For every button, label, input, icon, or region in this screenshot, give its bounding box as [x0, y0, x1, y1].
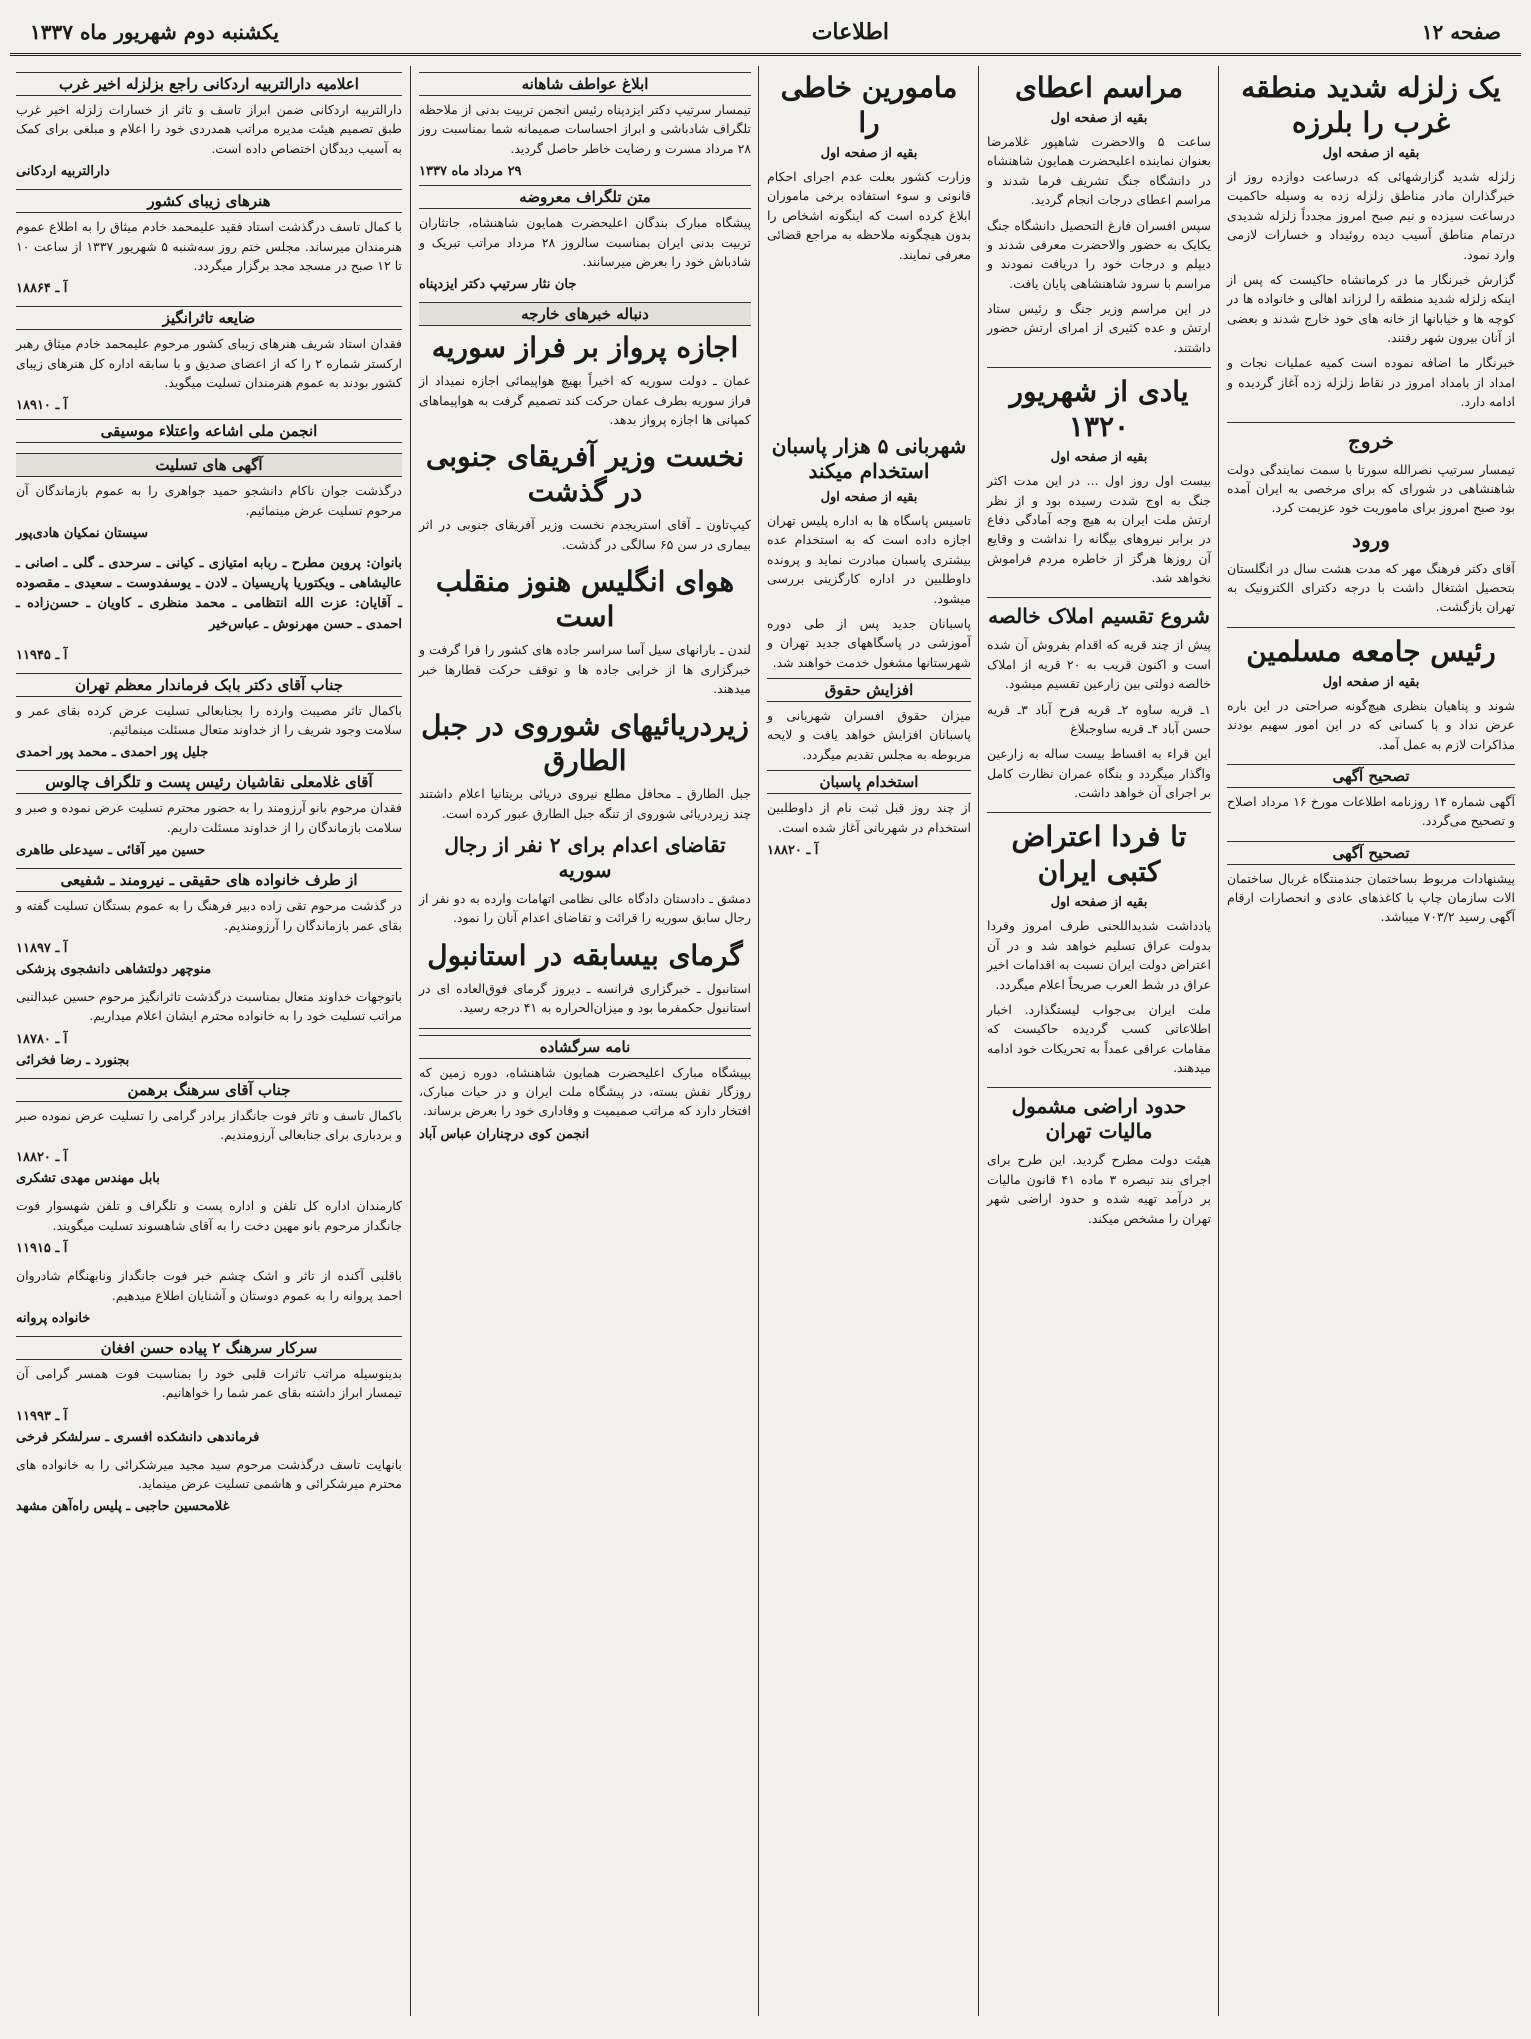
- open-letter: [419, 1035, 751, 1142]
- column-rule: [758, 66, 759, 2016]
- notice-body: فقدان استاد شریف هنرهای زیبای کشور مرحوم علیمحمد خادم میثاق رهبر ارکستر شماره ۲ را که از اعضای صدیق و با سابقه اداره کل هنرهای زیبای کشور بودند به عموم هنرمندان تسلیت میگوید.: [16, 336, 403, 390]
- article-khaleseh: [987, 604, 1211, 802]
- notice-signature: دارالتربیه اردکانی: [16, 164, 110, 180]
- article-body: میزان حقوق افسران شهربانی و پاسبانان افزایش خواهد یافت و لایحه مربوطه به مجلس تقدیم میگردد.: [767, 708, 971, 762]
- notice-body: بدینوسیله مراتب تاثرات قلبی خود را بمناسبت فوت همسر گرامی آن تیمسار ابراز داشته بقای عمر شما را خواهانیم.: [16, 1365, 402, 1401]
- divider: [987, 367, 1211, 368]
- headline: هوای انگلیس هنوز منقلب است: [435, 565, 735, 634]
- notice-heading: انجمن ملی اشاعه واعتلاء موسیقی: [16, 419, 402, 443]
- section-heading: دنباله خبرهای خارجه: [419, 302, 751, 326]
- sub-heading: استخدام پاسبان: [767, 770, 971, 794]
- article-body: زلزله شدید گزارشهائی که درساعت دوازده روز از خبرگذاران مادر مناطق زلزله زده به وسیله حاکمیت درساعت سیزده و نیم صبح امروز مجدداً زلزله شدیدی درتمام مناطق آسیب دیده روئیداد و خسارات لازمی وارد نمود.: [1227, 169, 1515, 262]
- article-body: این قراء به اقساط بیست ساله به زارعین واگذار میگردد و بنگاه عمران نظارت کامل بر اجرای آن خواهد داشت.: [987, 746, 1211, 800]
- names-list: بانوان: پروین مطرح ـ ربابه امتیازی ـ کیانی ـ سرحدی ـ گلی ـ اصانی ـ عالیشاهی ـ ویکتوریا پاریسیان ـ لادن ـ یوسفدوست ـ سعیدی ـ مقصوده ـ آقایان: عزت الله انتظامی ـ محمد منظری ـ کاویان ـ حسن‌زاده ـ احمدی ـ حسن مهرنوش ـ عباس‌خیر: [16, 556, 402, 632]
- article-tax: [987, 1094, 1211, 1228]
- newspaper-page: [10, 10, 1521, 2019]
- headline: یک زلزله شدید منطقه غرب را بلرزه: [1241, 71, 1501, 139]
- headline: رئیس جامعه مسلمین: [1246, 634, 1496, 668]
- article-body: در این مراسم وزیر جنگ و رئیس ستاد ارتش و عده کثیری از امرای ارتش حضور داشتند.: [987, 301, 1211, 355]
- ad-code: آ ـ ۱۸۸۲۰: [767, 842, 819, 858]
- article-iran-protest: [987, 819, 1211, 1077]
- continued-note: بقیه از صفحه اول: [1050, 450, 1148, 466]
- ad-code: آ ـ ۱۱۸۹۷: [16, 940, 68, 956]
- notice-body: باکمال تاسف و تاثر فوت جانگداز برادر گرامی را تسلیت عرض نموده صبر و بردباری برای جنابعالی آرزومندیم.: [16, 1107, 402, 1143]
- correction-notice: [1227, 841, 1515, 927]
- column-rule: [1218, 66, 1219, 2016]
- ad-code: آ ـ ۱۱۹۴۵: [16, 647, 68, 663]
- notice-heading: تصحیح آگهی: [1227, 841, 1515, 865]
- article-heat: [419, 938, 751, 1018]
- ad-code: آ ـ ۱۸۹۱۰: [16, 398, 68, 414]
- headline: مامورین خاطی را: [780, 71, 958, 139]
- article-body: خبرنگار ما اضافه نموده است کمیه عملیات نجات و امداد از بامداد امروز در نقاط زلزله زده آغاز گردیده و ادامه دارد.: [1227, 355, 1515, 410]
- notice-signature: فرماندهی دانشکده افسری ـ سرلشکر فرخی: [16, 1429, 260, 1445]
- article-body: استانبول ـ خبرگزاری فرانسه ـ دیروز گرمای فوق‌العاده ای در استانبول حکمفرما بود و میزان‌الحراره به ۴۱ درجه رسید.: [419, 980, 751, 1016]
- notice-body: بپیشگاه مبارک اعلیحضرت همایون شاهنشاه، دوره زمین که روزگار نقش بسته، در پیشگاه ملت ایران و در حیات مبارک، افتخار دارد که مراتب صمیمیت و وفاداری خود را بعرض برساند.: [419, 1064, 751, 1119]
- ad-code: آ ـ ۱۸۸۶۴: [16, 281, 68, 297]
- ad-code: آ ـ ۱۸۷۸۰: [16, 1031, 68, 1047]
- article-exit: [1227, 429, 1515, 518]
- continued-note: بقیه از صفحه اول: [1322, 146, 1420, 161]
- article-body: وزارت کشور بعلت عدم اجرای احکام قانونی و سوء استفاده برخی ماموران ابلاغ کرده است که اینگونه اشخاص را بدون هیچگونه ملاحظه به مراجع قضائی معرفی نمایند.: [767, 169, 971, 262]
- notice-fine-arts-2: [16, 306, 402, 443]
- divider: [987, 597, 1211, 598]
- notice-martyr: [16, 987, 402, 1068]
- divider: [1227, 422, 1515, 423]
- sub-heading: افزایش حقوق: [767, 678, 971, 702]
- continued-note: بقیه از صفحه اول: [1322, 674, 1420, 690]
- notice-telephone: [16, 1196, 402, 1256]
- article-body: لندن ـ بارانهای سیل آسا سراسر جاده های کشور را فرا گرفت و خبرگزاری ها از خرابی جاده ها و توقف حرکت قطارها خبر میدهند.: [419, 642, 751, 696]
- headline: ورود: [1352, 527, 1390, 552]
- article-body: عمان ـ دولت سوریه که اخیراً بهیچ هواپیمائی اجازه نمیداد از فراز سوریه بطرف عمان حرکت کند تصمیم گرفت به هواپیماهای کمپانی ها اجازه پرواز بدهد.: [419, 373, 751, 427]
- notice-body: دارالتربیه اردکانی ضمن ابراز تاسف و تاثر از خسارات زلزله اخیر غرب طبق تصمیم هیئت مدیره مراتب همدردی خود را اعلام و مبلغی برای کمک به آسیب دیدگان اختصاص داده است.: [16, 102, 402, 156]
- article-subs: [419, 708, 751, 823]
- ad-code: آ ـ ۱۱۹۹۳: [16, 1408, 68, 1424]
- article-body: جبل الطارق ـ محافل مطلع نیروی دریائی بریتانیا اعلام داشتند چند زیردریائی شوروی از تنگه جبل الطارق عبور کرده است.: [419, 786, 751, 821]
- article-body: آقای دکتر فرهنگ مهر که مدت هشت سال در انگلستان بتحصیل اشتغال داشت با درجه دکترای الکترونیک به تهران بازگشت.: [1227, 560, 1515, 615]
- article-arrive: [1227, 528, 1515, 617]
- article-body: تاسیس پاسگاه ها به اداره پلیس تهران اجازه داده است که به استخدام عده بیشتری پاسبان مبادرت نماید و پرونده داوطلبین در اداره کارگزینی بررسی میشود.: [767, 513, 971, 606]
- column-1: [1221, 66, 1521, 2016]
- notice-heading: نامه سرگشاده: [419, 1035, 751, 1059]
- notice-body: کارمندان اداره کل تلفن و اداره پست و تلگراف و تلفن شهسوار فوت جانگداز مرحوم بانو مهین دخت را به آقای شاهسوند تسلیت میگویند.: [16, 1198, 402, 1233]
- notice-heading: ضایعه تاثرانگیز: [16, 306, 402, 330]
- headline: زیردریائیهای شوروی در جبل الطارق: [421, 709, 749, 778]
- article-memory: [987, 374, 1211, 587]
- article-body: هیئت دولت مطرح گردید. این طرح برای اجرای بند تبصره ۳ ماده ۴۱ قانون مالیات بر درآمد تهیه شده و حدود اراضی شهر تهران را مشخص میکند.: [987, 1152, 1211, 1226]
- notice-date: ۲۹ مرداد ماه ۱۳۳۷: [419, 164, 522, 180]
- headline: تا فردا اعتراض کتبی ایران: [1011, 820, 1187, 889]
- notice-officer: [16, 1336, 402, 1445]
- divider: [1227, 627, 1515, 628]
- notice-heading: آگهی های تسلیت: [16, 453, 402, 477]
- article-body: پاسبانان جدید پس از طی دوره آموزشی در پاسگاههای جدید تهران و شهرستانها مشغول خدمت خواهند شد.: [767, 615, 971, 670]
- notice-heading: از طرف خانواده های حقیقی ـ نیرومند ـ شفیعی: [16, 868, 402, 892]
- article-body: تیمسار سرتیپ نصرالله سورتا با سمت نمایندگی دولت شاهنشاهی در شورای که برای مرخصی به ایران آمده بود صبح امروز برای ماموریت خود عزیمت کرد.: [1227, 461, 1515, 516]
- notice-orphanage: [16, 72, 402, 179]
- article-flight: [419, 330, 751, 429]
- notice-heading: تصحیح آگهی: [1227, 764, 1515, 788]
- notice-body: پیشگاه مبارک بندگان اعلیحضرت همایون شاهنشاه، جانثاران تربیت بدنی ایران بمناسبت سالروز ۲۸ مرداد مراتب تبریک و شادباش خود را بعرض میرسانند.: [419, 215, 751, 269]
- headline: حدود اراضی مشمول مالیات تهران: [1011, 1094, 1187, 1144]
- notice-body: با کمال تاسف درگذشت استاد فقید علیمحمد خادم میثاق را به اطلاع عموم هنرمندان میرساند. مجلس ختم روز سه‌شنبه ۵ شهریور ۱۳۳۷ از ساعت ۱۰ تا ۱۲ صبح در مسجد مجد برگزار میگردد.: [16, 219, 402, 273]
- notice-signature: حسین میر آقائی ـ سیدعلی طاهری: [16, 843, 206, 859]
- notice-signature: جلیل پور احمدی ـ محمد پور احمدی: [16, 745, 209, 761]
- notice-body: باکمال تاثر مصیبت وارده را بجنابعالی تسلیت عرض کرده بقای عمر و سلامت وجود شریف را از خداوند متعال مسئلت مینمائیم.: [16, 702, 402, 738]
- notice-heading: متن تلگراف معروضه: [419, 185, 751, 209]
- notice-last: [16, 1455, 402, 1515]
- notice-heading: اعلامیه دارالتربیه اردکانی راجع بزلزله اخیر غرب: [16, 72, 402, 96]
- notice-signature: بجنورد ـ رضا فخرائی: [16, 1052, 130, 1068]
- notice-condolence: [16, 453, 402, 662]
- correction-notice: [1227, 764, 1515, 831]
- notice-body: آگهی شماره ۱۴ روزنامه اطلاعات مورخ ۱۶ مرداد اصلاح و تصحیح می‌گردد.: [1227, 793, 1515, 829]
- continued-note: بقیه از صفحه اول: [1050, 111, 1148, 126]
- headline: شهربانی ۵ هزار پاسبان استخدام میکند: [771, 434, 967, 483]
- article-ceremony: [987, 70, 1211, 357]
- article-police: [767, 434, 971, 858]
- notice-signature: انجمن کوی درچناران عباس آباد: [419, 1126, 590, 1142]
- notice-signature: منوچهر دولتشاهی دانشجوی پزشکی: [16, 961, 212, 977]
- page-number: صفحه ۱۲: [1421, 19, 1501, 44]
- column-rule: [410, 66, 411, 2016]
- article-officials: [767, 70, 971, 264]
- notice-heading: هنرهای زیبای کشور: [16, 189, 402, 213]
- notice-post: [16, 770, 402, 858]
- notice-body: در گذشت مرحوم تقی زاده دبیر فرهنگ را به عموم بستگان تسلیت گفته و بقای عمر بازماندگان را آرزومندیم.: [16, 898, 402, 933]
- notice-tehran-governor: [16, 673, 402, 761]
- article-body: ساعت ۵ والاحضرت شاهپور غلامرضا بعنوان نماینده اعلیحضرت همایون شاهنشاه در دانشگاه جنگ تشریف فرما شدند و مراسم اعطای درجات انجام گردید.: [987, 134, 1211, 208]
- notice-heading: جناب آقای دکتر بابک فرماندار معظم تهران: [16, 673, 402, 697]
- paper-name: اطلاعات: [811, 18, 889, 45]
- notice-body: باتوجهات خداوند متعال بمناسبت درگذشت تاثرانگیز مرحوم حسین عبدالنبی مراتب تسلیت خود را به خانواده محترم ایشان اعلام میداریم.: [16, 988, 402, 1024]
- article-body: شوند و پناهیان بنظری هیچ‌گونه صراحتی در این باره عرض نداد و با کسانی که در این امور سهیم بودند مذاکرات لازم به عمل آمد.: [1227, 697, 1515, 752]
- headline: اجازه پرواز بر فراز سوریه: [431, 331, 739, 365]
- column-notices: [10, 66, 408, 2016]
- continued-note: بقیه از صفحه اول: [1050, 895, 1148, 911]
- notice-heading: آقای غلامعلی نقاشیان رئیس پست و تلگراف چالوس: [16, 770, 402, 794]
- notice-signature: سیستان نمکیان هادی‌پور: [16, 526, 149, 542]
- notice-parvaneh: [16, 1266, 402, 1326]
- masthead: [10, 10, 1521, 56]
- divider: [987, 812, 1211, 813]
- notice-heading: ابلاغ عواطف شاهانه: [419, 72, 751, 96]
- article-muslim: [1227, 634, 1515, 754]
- article-body: دمشق ـ دادستان دادگاه عالی نظامی اتهامات وارده به دو نفر از رجال سابق سوریه را قرائت و تقاضای اعدام آنان را نمود.: [419, 891, 751, 926]
- headline: مراسم اعطای: [1015, 71, 1183, 104]
- headline: گرمای بیسابقه در استانبول: [427, 938, 743, 972]
- notice-body: فقدان مرحوم بانو آرزومند را به حضور محترم تسلیت عرض نموده و صبر و سلامت بازماندگان را از خداوند مسئلت داریم.: [16, 800, 402, 835]
- issue-date: یکشنبه دوم شهریور ماه ۱۳۳۷: [30, 19, 279, 44]
- divider: [419, 1028, 751, 1029]
- ad-code: آ ـ ۱۸۸۲۰: [16, 1150, 68, 1166]
- notice-colonel: [16, 1078, 402, 1187]
- notice-body: باقلبی آکنده از تاثر و اشک چشم خبر فوت جانگداز ونابهنگام شادروان احمد پروانه را به عموم دوستان و آشنایان اطلاع میدهیم.: [16, 1268, 402, 1303]
- notice-fine-arts: [16, 189, 402, 296]
- article-quake: [1227, 70, 1515, 412]
- article-list: ۱ـ قریه ساوه ۲ـ قریه فرح آباد ۳ـ قریه حسن آباد ۴ـ قریه ساوجبلاغ: [987, 701, 1211, 736]
- column-foreign: [413, 66, 757, 2016]
- notice-heading: جناب آقای سرهنگ برهمن: [16, 1078, 402, 1102]
- continued-note: بقیه از صفحه اول: [820, 490, 918, 505]
- column-2: [981, 66, 1217, 2016]
- article-weather: [419, 564, 751, 698]
- notice-body: درگذشت جوان ناکام دانشجو حمید جواهری را به عموم بازماندگان آن مرحوم تسلیت عرض مینمائیم.: [16, 483, 402, 518]
- headline: یادی از شهریور ۱۳۲۰: [1009, 375, 1189, 444]
- headline: نخست وزیر آفریقای جنوبی در گذشت: [425, 440, 745, 509]
- notice-body: تیمسار سرتیپ دکتر ایزدپناه رئیس انجمن تربیت بدنی از ملاحظه تلگراف شادباشی و ابراز احساسات صمیمانه شما بمناسبت روز ۲۸ مرداد مسرت و رضایت خاطر حاصل گردید.: [419, 102, 751, 156]
- notice-signature: خانواده پروانه: [16, 1310, 91, 1326]
- article-body: ملت ایران بی‌جواب لیستگذارد. اخبار اطلاعاتی کسب گردیده حاکیست که مقامات عراقی عمداً به تحریکات خود ادامه میدهند.: [987, 1001, 1211, 1075]
- column-rule: [978, 66, 979, 2016]
- notice-signature: جان نثار سرتیپ دکتر ایزدپناه: [419, 277, 577, 293]
- article-body: سپس افسران فارغ التحصیل دانشگاه جنگ یکایک به حضور والاحضرت معرفی شدند و دیپلم و درجات خود را دریافت نمودند و مراسم با سرود شاهنشاهی پایان یافت.: [987, 217, 1211, 291]
- article-body: یادداشت شدیداللحنی طرف امروز وفردا بدولت عراق تسلیم خواهد شد و در آن اعتراض دولت ایران نسبت به اقدامات اخیر عراق در شط العرب صریحاً اعلام میگردد.: [987, 918, 1211, 992]
- article-body: کیپ‌تاون ـ آقای استریجدم نخست وزیر آفریقای جنوبی در اثر بیماری در سن ۶۵ سالگی در گذشت.: [419, 517, 751, 552]
- notice-signature: غلامحسین حاجبی ـ پلیس راه‌آهن مشهد: [16, 1499, 230, 1515]
- article-body: گزارش خبرنگار ما در کرمانشاه حاکیست که پس از اینکه زلزله شدید منطقه را لرزاند اهالی و خانواده ها در کوچه ها و خیابانها از خانه های خود خارج شدند و بعضی از آنان بیرون شهر رفتند.: [1227, 271, 1515, 345]
- article-pm: [419, 439, 751, 554]
- notice-body: پیشنهادات مربوط بساختمان جندمنتگاه غربال ساختمان الات سازمان چاپ با کاغذهای عادی و انحصارات ارقام آگهی رسید ۷۰۳/۲ میباشد.: [1227, 870, 1515, 925]
- article-body: پیش از چند قریه که اقدام بفروش آن شده است و اکنون قریب به ۲۰ قریه از املاک خالصه دولتی بین زارعین تقسیم میشود.: [987, 637, 1211, 692]
- article-body: از چند روز قبل ثبت نام از داوطلبین استخدام در شهربانی آغاز شده است.: [767, 800, 971, 835]
- telegram-notice: [419, 72, 751, 292]
- headline: تقاضای اعدام برای ۲ نفر از رجال سوریه: [444, 833, 726, 882]
- column-police: [761, 430, 977, 2016]
- continued-note: بقیه از صفحه اول: [820, 146, 918, 161]
- article-death: [419, 833, 751, 928]
- divider: [987, 1087, 1211, 1088]
- ad-code: آ ـ ۱۱۹۱۵: [16, 1241, 68, 1257]
- headline: شروع تقسیم املاک خالصه: [988, 604, 1210, 629]
- headline: خروج: [1348, 428, 1394, 453]
- notice-body: بانهایت تاسف درگذشت مرحوم سید مجید میرشکرائی را به خانواده های محترم میرشکرائی و هاشمی تسلیت عرض مینماید.: [16, 1456, 402, 1492]
- notice-signature: بابل مهندس مهدی تشکری: [16, 1171, 160, 1187]
- notice-families: [16, 868, 402, 977]
- notice-heading: سرکار سرهنگ ۲ پیاده حسن افغان: [16, 1336, 402, 1360]
- article-body: بیست اول روز اول ... در این مدت اکثر جنگ به اوج شدت رسیده بود و از نظر ارتش ملت ایران به هیچ وجه آمادگی دفاع در برابر نیروهای بیگانه را نداشت و وقایع آن روزها هرگز از خاطره مردم فراموش نخواهد شد.: [987, 473, 1211, 585]
